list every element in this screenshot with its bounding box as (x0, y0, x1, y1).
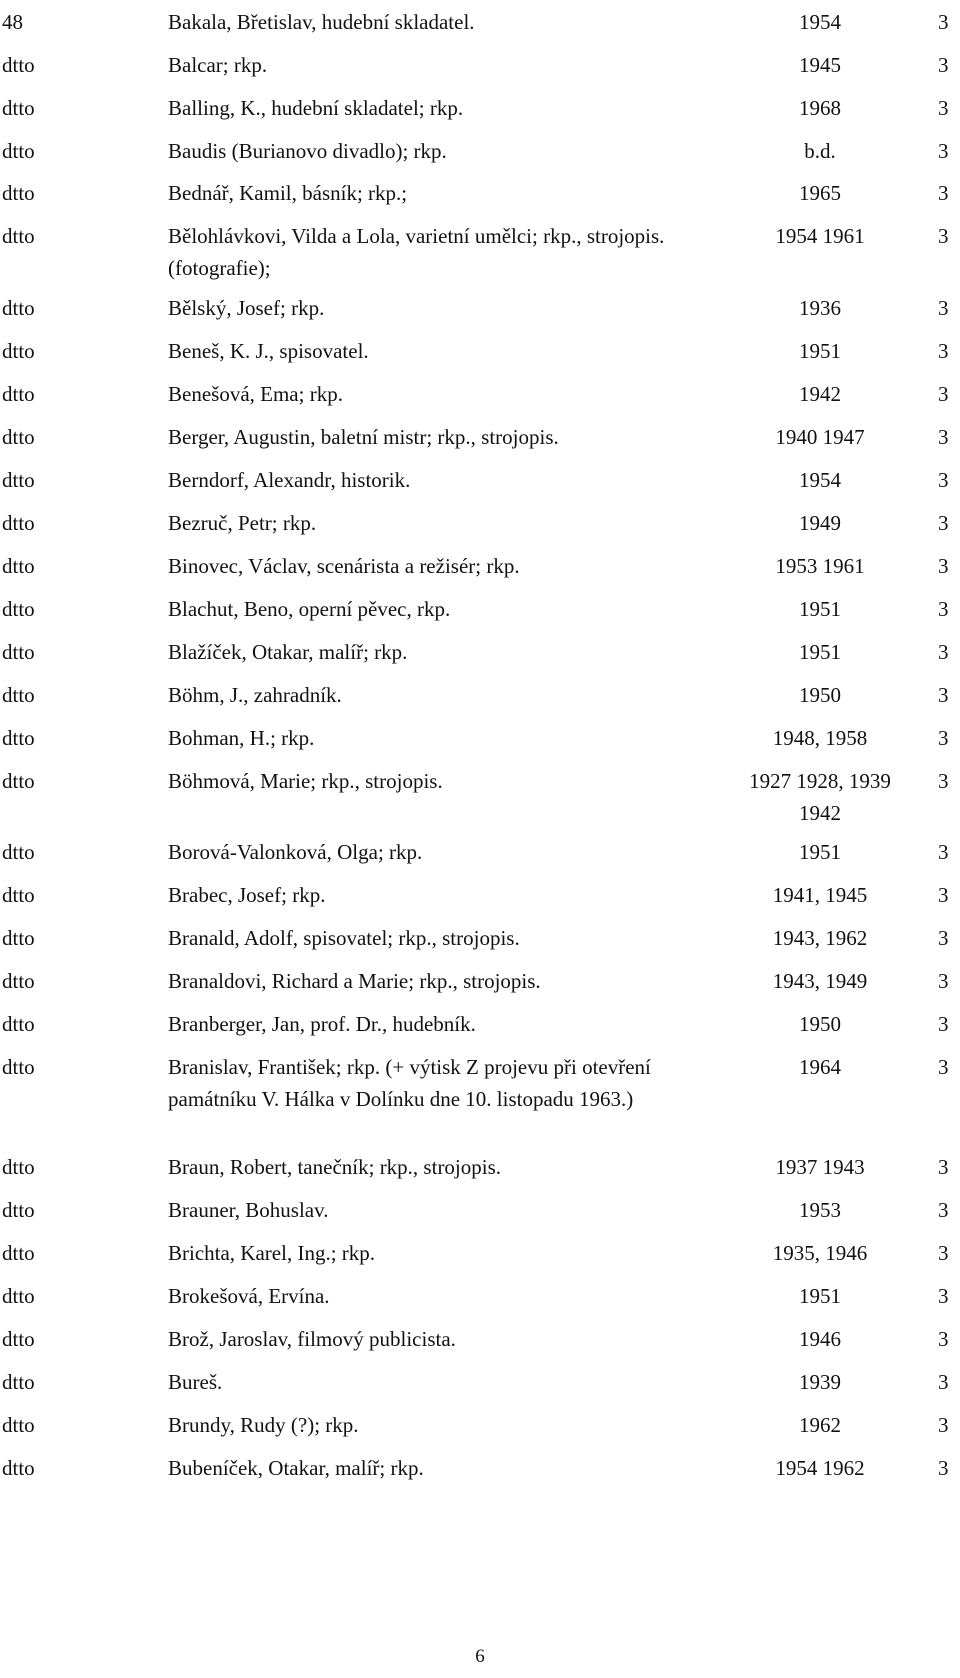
entry-box: 3 (938, 139, 949, 163)
entry-number: dtto (2, 53, 35, 77)
entry-number: dtto (2, 511, 35, 535)
entry-number: dtto (2, 1055, 35, 1079)
entry-number: dtto (2, 1012, 35, 1036)
entry-date: 1936 (799, 296, 841, 320)
entry-number: dtto (2, 1284, 35, 1308)
entry-date: 1951 (799, 640, 841, 664)
page-number: 6 (475, 1646, 485, 1667)
entry-box: 3 (938, 224, 949, 248)
entry-box: 3 (938, 1284, 949, 1308)
entry-description: Bednář, Kamil, básník; rkp.; (168, 181, 408, 205)
entry-box: 3 (938, 1198, 949, 1222)
entry-description: Bohman, H.; rkp. (168, 726, 315, 750)
entry-box: 3 (938, 1370, 949, 1394)
entry-number: dtto (2, 382, 35, 406)
entry-number: dtto (2, 1155, 35, 1179)
entry-number: dtto (2, 554, 35, 578)
entry-description: Bakala, Břetislav, hudební skladatel. (168, 10, 475, 34)
entry-date: 1951 (799, 597, 841, 621)
entry-date: 1953 1961 (775, 554, 865, 578)
entry-date: 1942 (799, 382, 841, 406)
entry-box: 3 (938, 53, 949, 77)
entry-description: Blachut, Beno, operní pěvec, rkp. (168, 597, 451, 621)
entry-date: 1968 (799, 96, 841, 120)
entry-date: 1943, 1962 (772, 926, 868, 950)
entry-box: 3 (938, 969, 949, 993)
entry-description: Braun, Robert, tanečník; rkp., strojopis. (168, 1155, 502, 1179)
entry-box: 3 (938, 1155, 949, 1179)
entry-date: 1946 (799, 1327, 841, 1351)
entry-box: 3 (938, 1241, 949, 1265)
entry-box: 3 (938, 840, 949, 864)
entry-number: 48 (2, 10, 23, 34)
entry-date: 1940 1947 (775, 425, 865, 449)
entry-description: Böhmová, Marie; rkp., strojopis. (168, 769, 443, 793)
entry-description: Bureš. (168, 1370, 223, 1394)
entry-date: 1954 (799, 10, 841, 34)
entry-description: Brož, Jaroslav, filmový publicista. (168, 1327, 456, 1351)
entry-number: dtto (2, 96, 35, 120)
entry-number: dtto (2, 1456, 35, 1480)
entry-number: dtto (2, 1413, 35, 1437)
entry-box: 3 (938, 1055, 949, 1079)
entry-description: Beneš, K. J., spisovatel. (168, 339, 369, 363)
entry-description: Brauner, Bohuslav. (168, 1198, 329, 1222)
entry-box: 3 (938, 511, 949, 535)
entry-description: Brundy, Rudy (?); rkp. (168, 1413, 359, 1437)
entry-description: Bubeníček, Otakar, malíř; rkp. (168, 1456, 424, 1480)
entry-description: Branaldovi, Richard a Marie; rkp., strojopis. (168, 969, 541, 993)
entry-number: dtto (2, 296, 35, 320)
entry-description: Branald, Adolf, spisovatel; rkp., strojopis. (168, 926, 520, 950)
entry-number: dtto (2, 425, 35, 449)
entry-date: 1941, 1945 (772, 883, 868, 907)
entry-date: 1927 1928, 1939 1942 (749, 769, 891, 825)
entry-date: 1937 1943 (775, 1155, 865, 1179)
entry-box: 3 (938, 554, 949, 578)
entry-description: Berger, Augustin, baletní mistr; rkp., strojopis. (168, 425, 559, 449)
entry-date: 1939 (799, 1370, 841, 1394)
entry-description: Bělohlávkovi, Vilda a Lola, varietní umělci; rkp., strojopis. (fotografie); (168, 224, 665, 280)
entry-box: 3 (938, 926, 949, 950)
entry-number: dtto (2, 640, 35, 664)
entry-box: 3 (938, 726, 949, 750)
entry-number: dtto (2, 969, 35, 993)
entry-box: 3 (938, 883, 949, 907)
entry-number: dtto (2, 1241, 35, 1265)
entry-date: b.d. (804, 139, 836, 163)
entry-box: 3 (938, 382, 949, 406)
entry-number: dtto (2, 1198, 35, 1222)
entry-number: dtto (2, 468, 35, 492)
entry-box: 3 (938, 468, 949, 492)
entry-date: 1948, 1958 (772, 726, 868, 750)
entry-number: dtto (2, 840, 35, 864)
entry-number: dtto (2, 769, 35, 793)
entry-date: 1951 (799, 1284, 841, 1308)
entry-description: Bezruč, Petr; rkp. (168, 511, 317, 535)
entry-description: Benešová, Ema; rkp. (168, 382, 343, 406)
entry-number: dtto (2, 1370, 35, 1394)
entry-box: 3 (938, 769, 949, 793)
entry-date: 1954 1962 (775, 1456, 865, 1480)
entry-box: 3 (938, 296, 949, 320)
entry-number: dtto (2, 139, 35, 163)
entry-box: 3 (938, 640, 949, 664)
entry-date: 1935, 1946 (772, 1241, 868, 1265)
entry-number: dtto (2, 926, 35, 950)
entry-box: 3 (938, 597, 949, 621)
entry-box: 3 (938, 1456, 949, 1480)
entry-description: Branberger, Jan, prof. Dr., hudebník. (168, 1012, 476, 1036)
entry-description: Branislav, František; rkp. (+ výtisk Z projevu při otevření památníku V. Hálka v Dolínku dne 10. listopadu 1963.) (168, 1055, 651, 1111)
entry-number: dtto (2, 224, 35, 248)
entry-description: Balling, K., hudební skladatel; rkp. (168, 96, 464, 120)
entry-date: 1943, 1949 (772, 969, 868, 993)
entry-number: dtto (2, 181, 35, 205)
entry-description: Bělský, Josef; rkp. (168, 296, 325, 320)
entry-date: 1950 (799, 1012, 841, 1036)
entry-number: dtto (2, 683, 35, 707)
entry-description: Brichta, Karel, Ing.; rkp. (168, 1241, 376, 1265)
entry-date: 1965 (799, 181, 841, 205)
entry-date: 1964 (799, 1055, 841, 1079)
entry-date: 1949 (799, 511, 841, 535)
entry-description: Binovec, Václav, scenárista a režisér; rkp. (168, 554, 520, 578)
entry-box: 3 (938, 339, 949, 363)
entry-date: 1951 (799, 339, 841, 363)
entry-box: 3 (938, 96, 949, 120)
entry-box: 3 (938, 683, 949, 707)
entry-box: 3 (938, 1012, 949, 1036)
entry-description: Blažíček, Otakar, malíř; rkp. (168, 640, 408, 664)
entry-box: 3 (938, 181, 949, 205)
entry-description: Berndorf, Alexandr, historik. (168, 468, 411, 492)
entry-description: Brokešová, Ervína. (168, 1284, 330, 1308)
entry-date: 1950 (799, 683, 841, 707)
entry-number: dtto (2, 339, 35, 363)
entry-description: Balcar; rkp. (168, 53, 268, 77)
entry-number: dtto (2, 1327, 35, 1351)
entry-box: 3 (938, 1413, 949, 1437)
entry-box: 3 (938, 10, 949, 34)
entry-date: 1954 (799, 468, 841, 492)
entry-date: 1953 (799, 1198, 841, 1222)
entry-description: Brabec, Josef; rkp. (168, 883, 326, 907)
entry-number: dtto (2, 883, 35, 907)
entry-date: 1945 (799, 53, 841, 77)
entry-box: 3 (938, 1327, 949, 1351)
entry-description: Borová-Valonková, Olga; rkp. (168, 840, 423, 864)
entry-date: 1951 (799, 840, 841, 864)
entry-description: Böhm, J., zahradník. (168, 683, 342, 707)
entry-description: Baudis (Burianovo divadlo); rkp. (168, 139, 447, 163)
entry-date: 1962 (799, 1413, 841, 1437)
entry-date: 1954 1961 (775, 224, 865, 248)
entry-number: dtto (2, 597, 35, 621)
entry-box: 3 (938, 425, 949, 449)
entry-number: dtto (2, 726, 35, 750)
